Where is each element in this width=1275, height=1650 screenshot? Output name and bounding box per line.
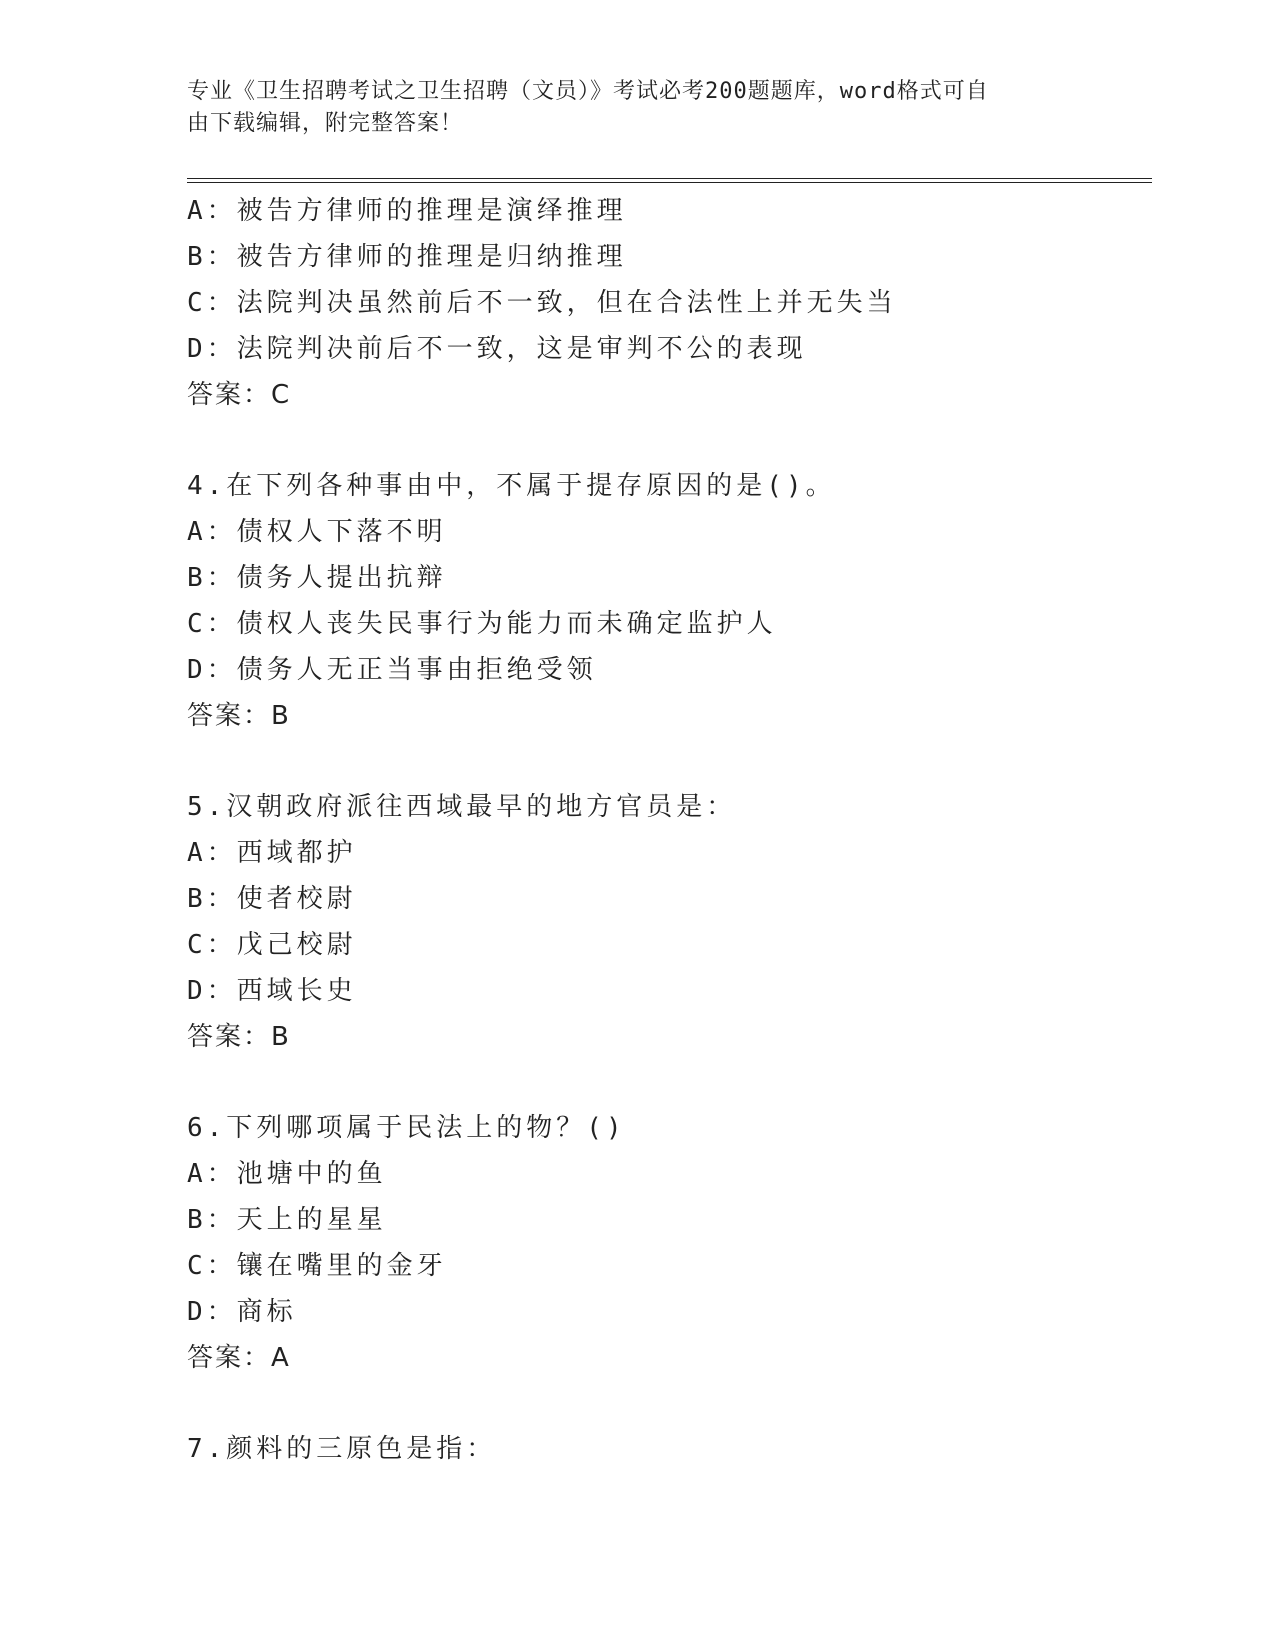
option-a: A：西域都护 bbox=[187, 838, 357, 868]
question-6 bbox=[187, 1105, 1147, 1381]
option-a: A：池塘中的鱼 bbox=[187, 1159, 387, 1189]
option-c: C：镶在嘴里的金牙 bbox=[187, 1251, 447, 1281]
option-b: B：使者校尉 bbox=[187, 884, 357, 914]
answer: 答案：C bbox=[187, 380, 292, 410]
question-gap bbox=[187, 739, 1147, 784]
option-d: D：债务人无正当事由拒绝受领 bbox=[187, 655, 597, 685]
option-c: C：法院判决虽然前后不一致，但在合法性上并无失当 bbox=[187, 288, 897, 318]
option-c: C：债权人丧失民事行为能力而未确定监护人 bbox=[187, 609, 777, 639]
question-4 bbox=[187, 463, 1147, 739]
question-gap bbox=[187, 418, 1147, 463]
option-d: D：商标 bbox=[187, 1297, 297, 1327]
header-line-2: 由下载编辑，附完整答案！ bbox=[187, 111, 464, 136]
answer: 答案：B bbox=[187, 1022, 291, 1052]
question-gap bbox=[187, 1060, 1147, 1105]
option-d: D：西域长史 bbox=[187, 976, 357, 1006]
option-a: A：债权人下落不明 bbox=[187, 517, 447, 547]
option-b: B：天上的星星 bbox=[187, 1205, 387, 1235]
question-3 bbox=[187, 188, 1147, 418]
option-a: A：被告方律师的推理是演绎推理 bbox=[187, 196, 627, 226]
option-d: D：法院判决前后不一致，这是审判不公的表现 bbox=[187, 334, 807, 364]
question-5 bbox=[187, 784, 1147, 1060]
question-stem: 7.颜料的三原色是指： bbox=[187, 1434, 497, 1464]
header-line-1: 专业《卫生招聘考试之卫生招聘（文员）》考试必考200题题库，word格式可自 bbox=[187, 79, 989, 104]
option-c: C：戊己校尉 bbox=[187, 930, 357, 960]
answer: 答案：B bbox=[187, 701, 291, 731]
header-divider-top bbox=[187, 178, 1152, 179]
header-divider-bottom bbox=[187, 182, 1152, 183]
document-header bbox=[187, 76, 1087, 140]
question-stem: 6.下列哪项属于民法上的物？() bbox=[187, 1113, 626, 1143]
option-b: B：债务人提出抗辩 bbox=[187, 563, 447, 593]
question-gap bbox=[187, 1381, 1147, 1426]
option-b: B：被告方律师的推理是归纳推理 bbox=[187, 242, 627, 272]
answer: 答案：A bbox=[187, 1343, 291, 1373]
question-stem: 4.在下列各种事由中，不属于提存原因的是()。 bbox=[187, 471, 836, 501]
question-7 bbox=[187, 1426, 1147, 1472]
question-stem: 5.汉朝政府派往西域最早的地方官员是： bbox=[187, 792, 737, 822]
question-list bbox=[187, 188, 1147, 1472]
